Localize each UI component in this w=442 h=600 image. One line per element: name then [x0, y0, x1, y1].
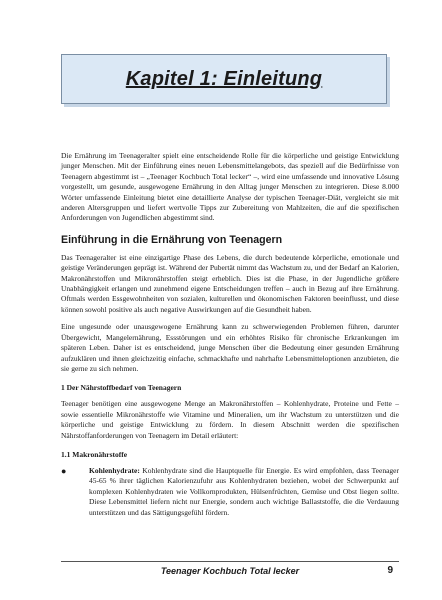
page-content: [61, 151, 399, 524]
chapter-title: Kapitel 1: Einleitung: [125, 67, 323, 90]
section-heading-introduction: Einführung in die Ernährung von Teenagern: [61, 233, 283, 246]
section-heading-nutrient-needs: 1 Der Nährstoffbedarf von Teenagern: [61, 383, 182, 393]
page-footer: [61, 561, 399, 582]
intro-paragraph: Die Ernährung im Teenageralter spielt eine entscheidende Rolle für die körperliche und geistige Entwicklung junger Menschen. Mit der Einführung eines neuen Lebensmittelangebots, das speziell auf die Bedürfnisse von Teenagern abgestimmt ist – „Teenager Kochbuch Total lecker“ –, wird eine umfassende und innovative Lösung vorgestellt, um gesunde, ausgewogene Ernährung in den Alltag junger Menschen zu integrieren. Diese 8.000 Wörter umfassende Einleitung bietet eine detaillierte Analyse der typischen Teenager-Diät, vergleicht sie mit anderen Altersgruppen und liefert wertvolle Tipps zur Zubereitung von Mahlzeiten, die auf die spezifischen Anforderungen von Jugendlichen abgestimmt sind.: [61, 151, 399, 223]
page-number: 9: [387, 565, 393, 576]
section-heading-macronutrients: 1.1 Makronährstoffe: [61, 449, 128, 459]
list-item: [61, 466, 399, 518]
bullet-description: Kohlenhydrate sind die Hauptquelle für Energie. Es wird empfohlen, dass Teenager 45-65 % ihrer täglichen Kalorienzufuhr aus Kohlenhydraten beziehen, wobei der Schwerpunkt auf komplexen Kohlenhydraten wie Vollkornprodukten, Hülsenfrüchten, Gemüse und Obst liegen sollte. Diese Lebensmittel liefern nicht nur Energie, sondern auch wichtige Ballaststoffe, die die Verdauung unterstützen und das Sättigungsgefühl fördern.: [89, 465, 399, 517]
bullet-body: [89, 466, 399, 518]
section1-paragraph-1: Das Teenageralter ist eine einzigartige Phase des Lebens, die durch bedeutende körperliche, emotionale und geistige Veränderungen geprägt ist. Während der Pubertät nimmt das Wachstum zu, und der Bedarf an Kalorien, Makronährstoffen und Mikronährstoffen steigt erheblich. Dies ist die Phase, in der Jugendliche größere Unabhängigkeit erlangen und zunehmend eigene Entscheidungen treffen – auch in Bezug auf ihre Ernährung. Oftmals werden Essgewohnheiten von sozialen, kulturellen und ökonomischen Faktoren beeinflusst, und diese können sowohl positive als auch negative Auswirkungen auf die Gesundheit haben.: [61, 252, 399, 314]
bullet-term: Kohlenhydrate:: [89, 465, 140, 475]
section1-paragraph-2: Eine ungesunde oder unausgewogene Ernährung kann zu schwerwiegenden Problemen führen, darunter Übergewicht, Mangelernährung, Essstörungen und ein erhöhtes Risiko für chronische Erkrankungen im späteren Leben. Daher ist es entscheidend, junge Menschen über die Bedeutung einer gesunden Ernährung aufzuklären und ihnen gleichzeitig einfache, schmackhafte und nahrhafte Lebensmitteloptionen anzubieten, die sie gerne zu sich nehmen.: [61, 322, 399, 373]
footer-book-title: Teenager Kochbuch Total lecker: [160, 566, 300, 576]
section2-paragraph: Teenager benötigen eine ausgewogene Menge an Makronährstoffen – Kohlenhydrate, Proteine und Fette – sowie essentielle Mikronährstoffe wie Vitamine und Mineralien, um ihr Wachstum zu unterstützen und die körperliche und geistige Entwicklung zu fördern. In diesem Abschnitt werden die spezifischen Nährstoffanforderungen von Teenagern im Detail erläutert:: [61, 399, 399, 440]
chapter-title-box: [61, 54, 387, 104]
bullet-icon: ●: [61, 465, 67, 476]
